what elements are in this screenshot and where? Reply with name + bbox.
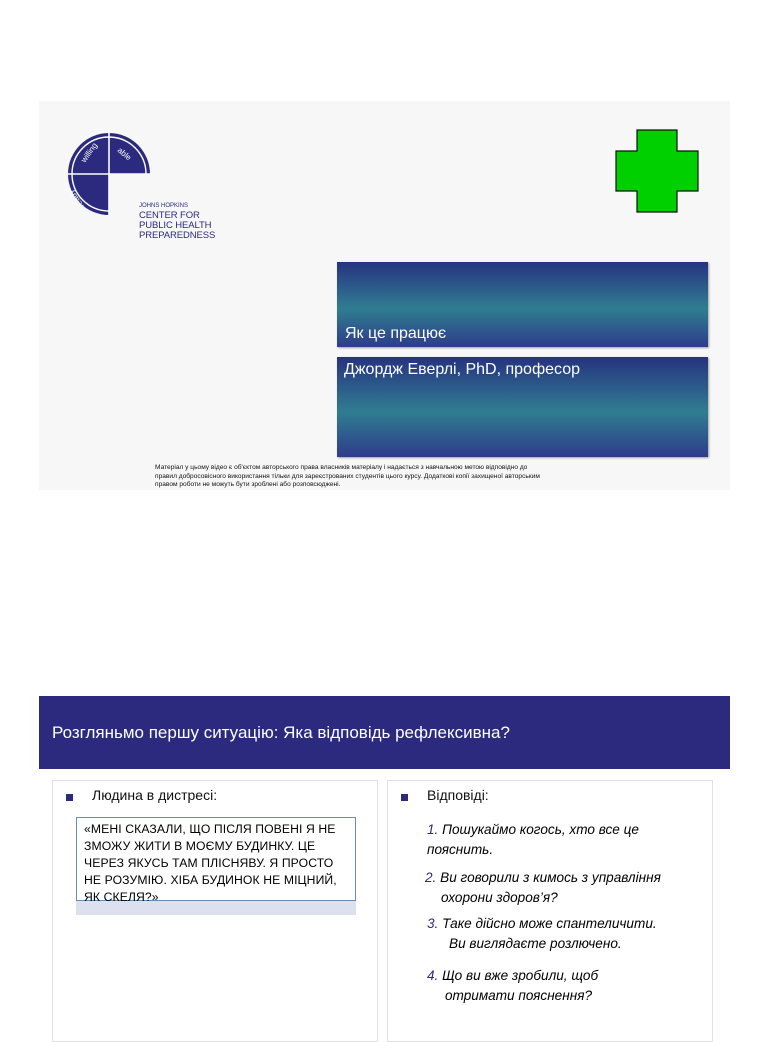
slide-title: Як це працює xyxy=(345,325,447,342)
answer-number: 4. xyxy=(427,968,439,983)
ring-word-able: able xyxy=(115,145,134,163)
distress-label: Людина в дистресі: xyxy=(92,787,218,803)
logo-org-line: CENTER FOR xyxy=(139,210,200,221)
copyright-line: Матеріал у цьому відео є об'єктом авторського права власників матеріалу і надається з навчальною метою відповідно до xyxy=(155,464,528,471)
title-slide xyxy=(39,101,730,490)
logo-org-line: PREPAREDNESS xyxy=(139,230,216,241)
copyright-line: правил добросовісного використання тільки для зареєстрованих студентів цього курсу. Додаткові копії захищеної авторським xyxy=(155,472,540,480)
answer-text-cont: пояснить. xyxy=(427,842,494,857)
slide-header-title: Розгляньмо першу ситуацію: Яка відповідь рефлексивна? xyxy=(52,723,510,742)
answer-text-cont: охорони здоров’я? xyxy=(441,890,558,905)
distress-panel xyxy=(52,780,378,1042)
bullet-icon xyxy=(66,794,73,801)
slide-author: Джордж Еверлі, PhD, професор xyxy=(344,361,580,378)
author-box xyxy=(337,357,708,457)
ring-word-willing: willing xyxy=(79,141,100,165)
answer-option-4[interactable] xyxy=(427,966,598,1006)
answer-number: 2. xyxy=(425,870,437,885)
answers-label: Відповіді: xyxy=(427,787,489,803)
answer-text-cont: Ви виглядаєте розлючено. xyxy=(449,936,622,951)
logo-org-line: PUBLIC HEALTH xyxy=(139,220,212,231)
answer-option-2[interactable] xyxy=(425,868,661,908)
answers-panel xyxy=(387,780,713,1042)
copyright-notice xyxy=(155,464,625,490)
answer-text: Таке дійсно може спантеличити. xyxy=(442,916,657,931)
answer-text: Що ви вже зробили, щоб xyxy=(442,968,599,983)
quote-shadow xyxy=(76,817,356,915)
slide-header xyxy=(39,696,730,769)
answer-text: Пошукаймо когось, хто все це xyxy=(442,822,639,837)
logo-org-name xyxy=(139,201,215,241)
answer-text: Ви говорили з кимось з управління xyxy=(440,870,661,885)
answer-number: 3. xyxy=(427,916,439,931)
copyright-line: правом роботи не можуть бути зроблені або розповсюджені. xyxy=(155,481,341,489)
distress-quote: «МЕНІ СКАЗАЛИ, ЩО ПІСЛЯ ПОВЕНІ Я НЕ ЗМОЖУ ЖИТИ В МОЄМУ БУДИНКУ. ЦЕ ЧЕРЕЗ ЯКУСЬ ТАМ ПЛІСНЯВУ. Я ПРОСТО НЕ РОЗУМІЮ. ХІБА БУДИНОК НЕ МІЦНИЙ, ЯК СКЕЛЯ?» xyxy=(76,817,356,901)
answer-text-cont: отримати пояснення? xyxy=(445,988,593,1003)
scenario-slide xyxy=(39,696,730,1024)
green-cross-icon xyxy=(615,129,699,213)
answer-number: 1. xyxy=(427,822,439,837)
ring-word-ready: ready xyxy=(67,188,86,210)
answer-option-3[interactable] xyxy=(427,914,657,954)
bullet-icon xyxy=(401,794,408,801)
answer-option-1[interactable] xyxy=(427,820,639,860)
logo-org-small: JOHNS HOPKINS xyxy=(139,203,189,209)
title-box xyxy=(337,262,708,347)
jhu-preparedness-logo xyxy=(67,133,216,241)
